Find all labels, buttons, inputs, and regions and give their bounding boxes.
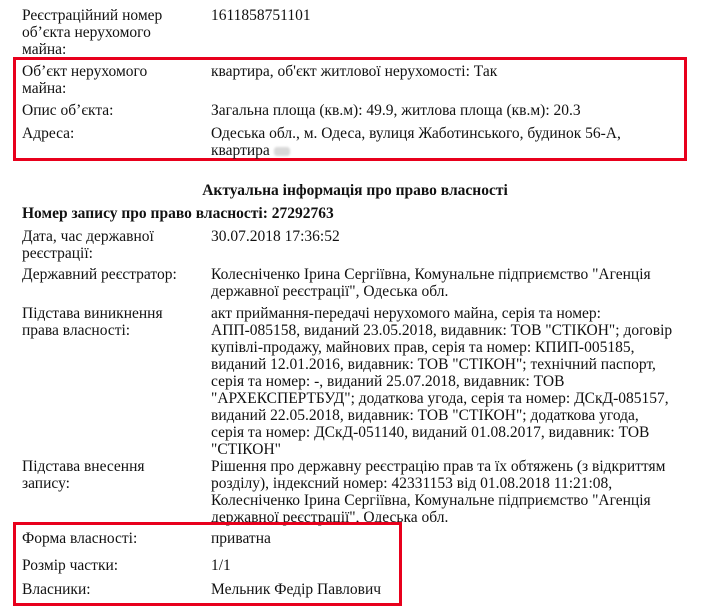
reg-number-label: Реєстраційний номер об’єкта нерухомого майна: [22,7,163,58]
entry-basis-label: Підстава внесення запису: [22,458,145,492]
registrar-label: Державний реєстратор: [22,266,177,283]
registration-date-label: Дата, час державної реєстрації: [22,228,154,262]
share-size-value: 1/1 [211,557,231,574]
object-description-label: Опис об’єкта: [22,102,114,119]
object-description-value: Загальна площа (кв.м): 49.9, житлова площа (кв.м): 20.3 [211,102,581,119]
registrar-value: Колесніченко Ірина Сергіївна, Комунальне підприємство "Агенція державної реєстрації", Одеська обл. [211,266,651,300]
address-text: Одеська обл., м. Одеса, вулиця Жаботинського, будинок 56-А, квартира [211,125,621,159]
ownership-basis-value: акт приймання-передачі нерухомого майна, серія та номер: АПП-085158, виданий 23.05.2018, видавник: ТОВ "СТІКОН"; договір купівлі-продажу, майнових прав, серія та номер: КПИП-005185, виданий 12.01.2016, видавник: ТОВ "СТІКОН"; технічний паспорт, серія та номер: -, виданий 25.07.2018, видавник: ТОВ "АРХЕКСПЕРТБУД"; додаткова угода, серія та номер: ДСкД-085157, виданий 22.05.2018, видавник: ТОВ "СТІКОН"; додаткова угода, серія та номер: ДСкД-051140, виданий 01.08.2017, видавник: ТОВ "СТІКОН" [211,305,673,458]
ownership-section-title: Актуальна інформація про право власності [202,182,508,199]
redacted-apartment-number [274,147,290,156]
entry-basis-value: Рішення про державну реєстрацію прав та їх обтяжень (з відкриттям розділу), індексний номер: 42331153 від 01.08.2018 11:21:08, Колесніченко Ірина Сергіївна, Комунальне підприємство "Агенція державної реєстрації", Одеська обл. [211,458,666,526]
object-type-value: квартира, об'єкт житлової нерухомості: Так [211,63,498,80]
reg-number-value: 1611858751101 [211,7,311,24]
ownership-form-label: Форма власності: [22,530,138,547]
ownership-record-number: Номер запису про право власності: 27292763 [22,205,334,222]
share-size-label: Розмір частки: [22,557,119,574]
ownership-form-value: приватна [211,530,271,547]
owners-label: Власники: [22,581,91,598]
address-value [211,125,701,159]
address-label: Адреса: [22,125,75,142]
owners-value: Мельник Федір Павлович [211,581,382,598]
object-type-label: Об’єкт нерухомого майна: [22,63,148,97]
ownership-basis-label: Підстава виникнення права власності: [22,305,163,339]
registration-date-value: 30.07.2018 17:36:52 [211,228,340,245]
